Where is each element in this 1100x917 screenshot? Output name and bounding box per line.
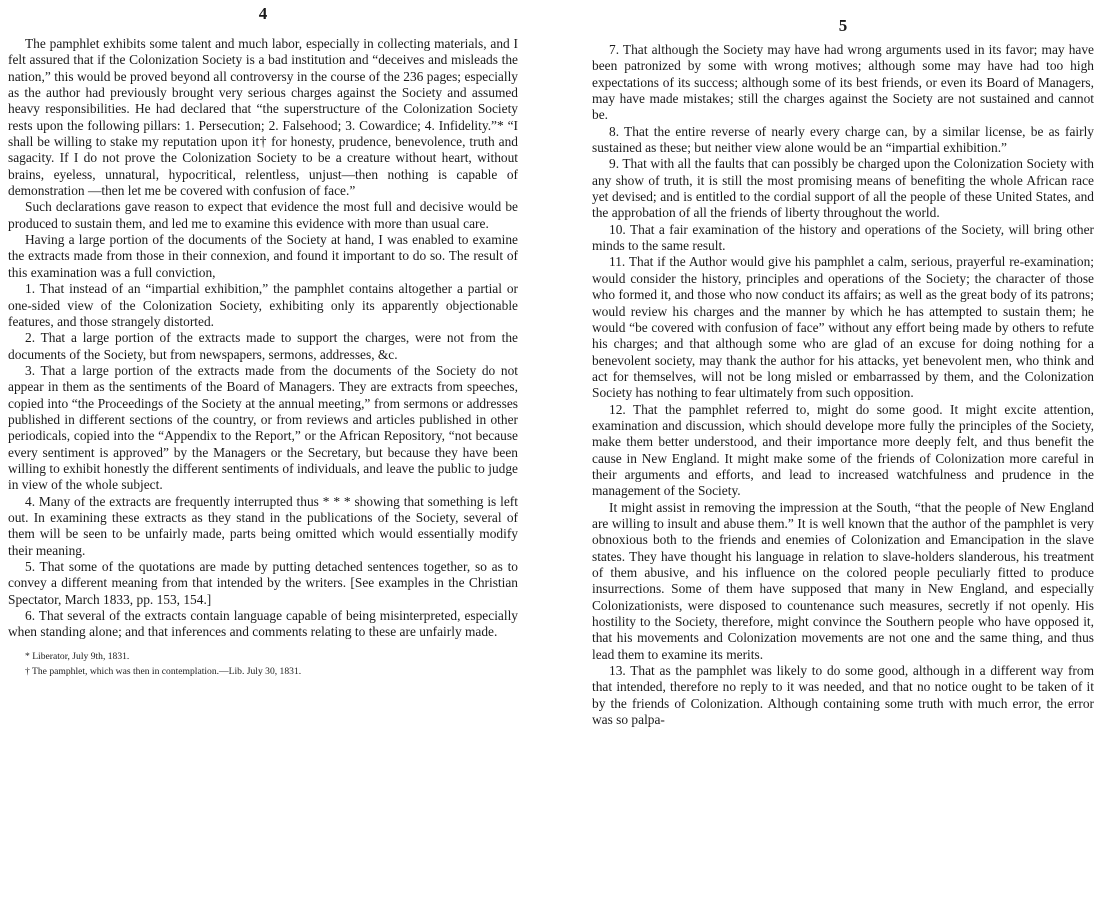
footnote: † The pamphlet, which was then in contemplation.—Lib. July 30, 1831. bbox=[25, 665, 302, 677]
paragraph: Such declarations gave reason to expect that evidence the most full and decisive would be produced to sustain them, and led me to examine this evidence with more than usual care. bbox=[8, 199, 518, 231]
paragraph: It might assist in removing the impression at the South, “that the people of New England are willing to insult and abuse them.” It is well known that the author of the pamphlet is very obnoxious both to the friends and enemies of Colonization and Emancipation in the slave states. They have thought his language in relation to slave-holders slanderous, his treatment of them abusive, and his influence on the colored people peculiarly fitted to produce insurrections. Some of them have supposed that many in New England, and especially Colonizationists, were disposed to countenance such measures, secretly if not openly. His hostility to the Society, therefore, might convince the Southern people who have opposed it, that his movements and Colonization movements are not one and the same thing, and thus lead them to examine its merits. bbox=[592, 499, 1094, 662]
page-number-left: 4 bbox=[258, 4, 268, 23]
paragraph: 13. That as the pamphlet was likely to do some good, although in a different way from that intended, therefore no reply to it was needed, and that no notice ought to be taken of it by the friends of Colonization. Although containing some truth with much error, the error was so palpa- bbox=[592, 663, 1094, 728]
paragraph: 12. That the pamphlet referred to, might do some good. It might excite attention, examination and discussion, which should develope more fully the principles of the Society, make them better understood, and their importance more deeply felt, and thus benefit the cause in New England. It might make some of the friends of Colonization more careful in their arguments and efforts, and lead to increased watchfulness and prudence in the management of the Society. bbox=[592, 401, 1094, 499]
book-gutter bbox=[536, 0, 574, 917]
paragraph: 1. That instead of an “impartial exhibition,” the pamphlet contains altogether a partial or one-sided view of the Colonization Society, exhibiting only its apparently objectionable features, and those strangely distorted. bbox=[8, 281, 518, 329]
paragraph: Having a large portion of the documents of the Society at hand, I was enabled to examine the extracts made from those in their connexion, and found it important to do so. The result of this examination was a full conviction, bbox=[8, 232, 518, 280]
page-number-right: 5 bbox=[838, 16, 848, 35]
paragraph: 9. That with all the faults that can possibly be charged upon the Colonization Society with any show of truth, it is still the most promising means of benefiting the whole African race yet devised; and is entitled to the cordial support of all the people of these United States, and the approbation of all the friends of liberty throughout the world. bbox=[592, 156, 1094, 221]
paragraph: 5. That some of the quotations are made by putting detached sentences together, so as to convey a different meaning from that intended by the writers. [See examples in the Christian Spectator, March 1833, pp. 153, 154.] bbox=[8, 559, 518, 607]
paragraph: 3. That a large portion of the extracts made from the documents of the Society do not appear in them as the sentiments of the Board of Managers. They are extracts from speeches, copied into “the Proceedings of the Society at the annual meeting,” from sermons or addresses published in different sections of the country, or from reviews and articles published in other periodicals, copied into the “Appendix to the Report,” or the African Repository, “not because every sentiment is approved” by the Managers or the Secretary, but because they have been willing to exhibit honestly the different sentiments of individuals, and leave the public to judge in view of the whole subject. bbox=[8, 362, 518, 493]
paragraph: 7. That although the Society may have had wrong arguments used in its favor; may have been patronized by some with wrong motives; although some may have had too high expectations of its success; although some of its best friends, or even its Board of Managers, may have made mistakes; still the charges against the Society are not sustained and cannot be. bbox=[592, 42, 1094, 123]
paragraph: 10. That a fair examination of the history and operations of the Society, will bring other minds to the same result. bbox=[592, 221, 1094, 254]
paragraph: 6. That several of the extracts contain language capable of being misinterpreted, especially when standing alone; and that inferences and comments relating to these are unfairly made. bbox=[8, 608, 518, 640]
paragraph: 11. That if the Author would give his pamphlet a calm, serious, prayerful re-examination; would consider the history, principles and operations of the Society; the character of those who formed it, and those who now conduct its affairs; as well as the great body of its patrons; would review his charges and the manner by which he has attempted to sustain them; he would “be covered with confusion of face” without any effort being made by others to refute his charges; and that although some who are glad of an excuse for doing nothing for a benevolent society, may thank the author for his attacks, yet benevolent men, who think and act for themselves, will not be long misled or embarrassed by them, and the Colonization Society has nothing to fear ultimately from such opposition. bbox=[592, 254, 1094, 401]
footnotes bbox=[8, 650, 518, 678]
footnote: * Liberator, July 9th, 1831. bbox=[25, 650, 130, 662]
paragraph: 2. That a large portion of the extracts made to support the charges, were not from the documents of the Society, but from newspapers, sermons, addresses, &c. bbox=[8, 330, 518, 362]
paragraph: The pamphlet exhibits some talent and much labor, especially in collecting materials, and I felt assured that if the Colonization Society is a bad institution and “deceives and misleads the nation,” this would be proved beyond all controversy in the course of the 236 pages; especially as the author had previously brought very serious charges against the Society and assumed heavy responsibilities. He had declared that “the superstructure of the Colonization Society rests upon the following pillars: 1. Persecution; 2. Falsehood; 3. Cowardice; 4. Infidelity.”* “I shall be willing to stake my reputation upon it† for honesty, prudence, benevolence, truth and sagacity. If I do not prove the Colonization Society to be a creature without heart, without brains, eyeless, unnatural, hypocritical, relentless, unjust—then nothing is capable of demonstration —then let me be covered with confusion of face.” bbox=[8, 36, 518, 199]
right-page bbox=[574, 0, 1100, 917]
paragraph: 8. That the entire reverse of nearly every charge can, by a similar license, be as fairly sustained as these; but neither view alone would be an “impartial exhibition.” bbox=[592, 123, 1094, 156]
left-page bbox=[0, 0, 536, 917]
paragraph: 4. Many of the extracts are frequently interrupted thus * * * showing that something is left out. In examining these extracts as they stand in the publications of the Society, several of them will be seen to be unfairly made, parts being omitted which would essentially modify their meaning. bbox=[8, 493, 518, 558]
